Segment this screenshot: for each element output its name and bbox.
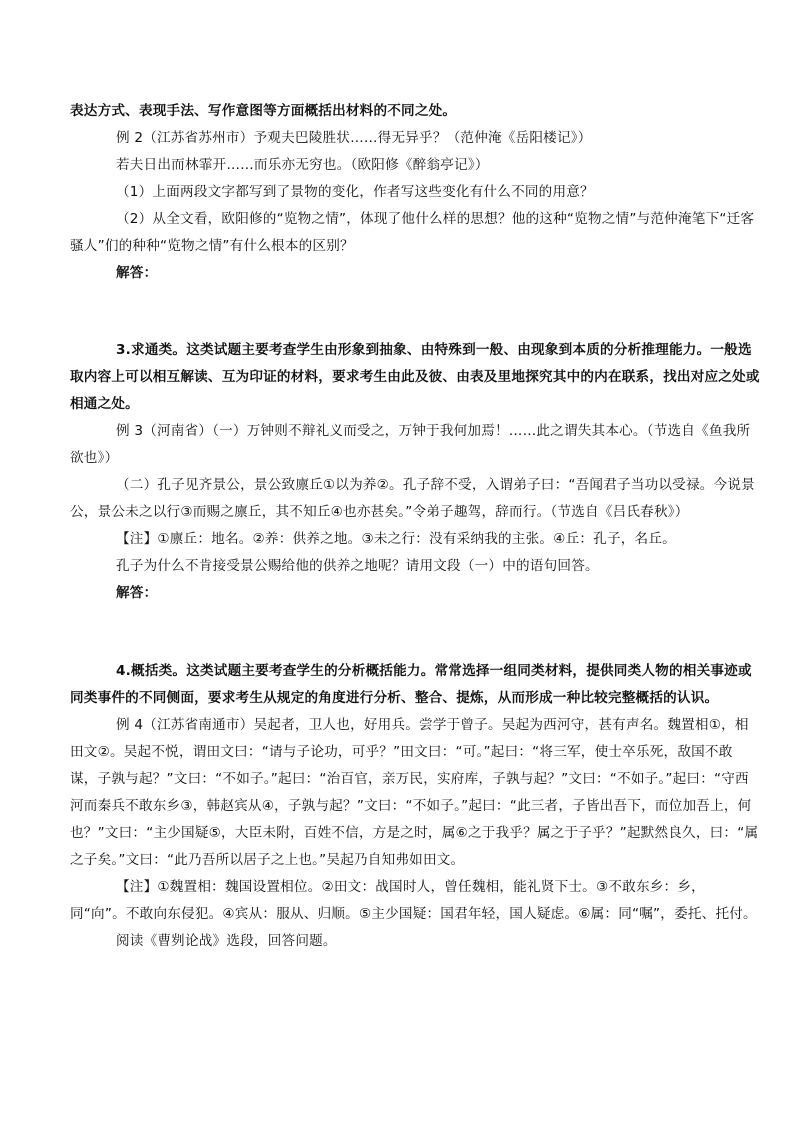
- example-2-source-line-2: 若夫日出而林霏开……而乐亦无穷也。（欧阳修《醉翁亭记》）: [116, 157, 489, 173]
- example-3-answer-label: 解答：: [116, 585, 158, 601]
- example-2-source-line: 例 2（江苏省苏州市）予观夫巴陵胜状……得无异乎？（范仲淹《岳阳楼记》）: [116, 130, 592, 146]
- section-4-heading: 4.概括类。这类试题主要考查学生的分析概括能力。常常选择一组同类材料，提供同类人物的相关事迹或同类事件的不同侧面，要求考生从规定的角度进行分析、整合、提炼，从而形成一种比较完整概括的认识。: [70, 663, 752, 706]
- section-3-block: [70, 337, 760, 607]
- example-3-passage-1: 例 3（河南省）（一）万钟则不辩礼义而受之，万钟于我何加焉！……此之谓失其本心。（节选自《鱼我所欲也》）: [70, 423, 751, 466]
- example-4-passage: 例 4（江苏省南通市）吴起者，卫人也，好用兵。尝学于曾子。吴起为西河守，甚有声名。魏置相①，相田文②。吴起不悦，谓田文曰：“请与子论功，可乎？”田文曰：“可。”起曰：“将三军，使士卒乐死，敌国不敢谋，子孰与起？”文曰：“不如子。”起曰：“治百官，亲万民，实府库，子孰与起？”文曰：“不如子。”起曰：“守西河而秦兵不敢东乡③，韩赵宾从④，子孰与起？”文曰：“不如子。”起曰：“此三者，子皆出吾下，而位加吾上，何也？”文曰：“主少国疑⑤，大臣未附，百姓不信，方是之时，属⑥之于我乎？属之于子乎？”起默然良久，曰：“属之子矣。”文曰：“此乃吾所以居子之上也。”吴起乃自知弗如田文。: [70, 717, 759, 868]
- example-2-block: [70, 125, 760, 287]
- example-2-answer-label: 解答：: [116, 265, 158, 281]
- section-3-heading: 3.求通类。这类试题主要考查学生由形象到抽象、由特殊到一般、由现象到本质的分析推理能力。一般选取内容上可以相互解读、互为印证的材料，要求考生由此及彼、由表及里地探究其中的内在联系，找出对应之处或相通之处。: [70, 342, 760, 412]
- section-4-block: [70, 658, 760, 955]
- example-4-read-instruction: 阅读《曹刿论战》选段，回答问题。: [116, 933, 337, 949]
- intro-block: [70, 98, 760, 125]
- example-4-note: 【注】①魏置相：魏国设置相位。②田文：战国时人，曾任魏相，能礼贤下士。③不敢东乡：乡，同“向”。不敢向东侵犯。④宾从：服从、归顺。⑤主少国疑：国君年轻，国人疑虑。⑥属：同“嘱”，委托、托付。: [70, 879, 757, 922]
- intro-line: 表达方式、表现手法、写作意图等方面概括出材料的不同之处。: [70, 103, 457, 119]
- example-2-question-2: （2）从全文看，欧阳修的“览物之情”，体现了他什么样的思想？他的这种“览物之情”与范仲淹笔下“迁客骚人”们的种种“览物之情”有什么根本的区别？: [70, 211, 755, 254]
- example-2-question-1: （1）上面两段文字都写到了景物的变化，作者写这些变化有什么不同的用意？: [116, 184, 594, 200]
- example-3-passage-2: （二）孔子见齐景公，景公致廪丘①以为养②。孔子辞不受，入谓弟子曰：“吾闻君子当功以受禄。今说景公，景公未之以行③而赐之廪丘，其不知丘④也亦甚矣。”令弟子趣驾，辞而行。（节选自《吕氏春秋》）: [70, 477, 755, 520]
- example-3-question: 孔子为什么不肯接受景公赐给他的供养之地呢？请用文段（一）中的语句回答。: [116, 558, 599, 574]
- example-3-note: 【注】①廪丘：地名。②养：供养之地。③未之行：没有采纳我的主张。④丘：孔子，名丘。: [116, 531, 676, 547]
